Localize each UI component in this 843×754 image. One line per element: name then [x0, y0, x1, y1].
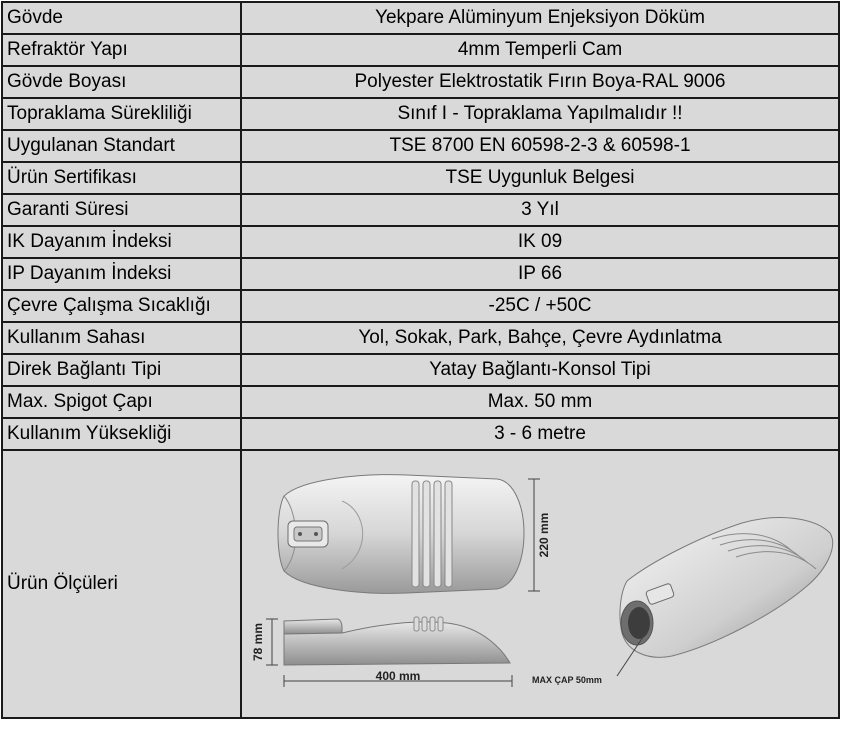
- spec-value: Yol, Sokak, Park, Bahçe, Çevre Aydınlatma: [241, 322, 839, 354]
- spec-row: [2, 290, 839, 322]
- spec-row: [2, 162, 839, 194]
- spec-row: [2, 66, 839, 98]
- spec-value: -25C / +50C: [241, 290, 839, 322]
- spec-value: 4mm Temperli Cam: [241, 34, 839, 66]
- dimensions-label: Ürün Ölçüleri: [2, 450, 241, 718]
- length-dimension-label: 400 mm: [375, 669, 421, 683]
- spec-value: Yatay Bağlantı-Konsol Tipi: [241, 354, 839, 386]
- spigot-dimension-label: MAX ÇAP 50mm: [532, 675, 602, 685]
- spec-row: [2, 98, 839, 130]
- spec-value: IK 09: [241, 226, 839, 258]
- top-view: [278, 475, 551, 594]
- spec-table: [1, 1, 840, 719]
- product-dimensions-drawing: [241, 450, 839, 718]
- isometric-view: [532, 518, 833, 685]
- spec-row: [2, 194, 839, 226]
- spec-value: IP 66: [241, 258, 839, 290]
- height-dimension-label: 78 mm: [251, 622, 265, 662]
- dimensions-row: [2, 450, 839, 718]
- spec-label: Ürün Sertifikası: [2, 162, 241, 194]
- spec-label: IK Dayanım İndeksi: [2, 226, 241, 258]
- spec-label: Uygulanan Standart: [2, 130, 241, 162]
- spec-row: [2, 258, 839, 290]
- spec-label: Garanti Süresi: [2, 194, 241, 226]
- spec-row: [2, 34, 839, 66]
- luminaire-drawing: [242, 451, 839, 717]
- side-view: [251, 617, 512, 687]
- spec-row: [2, 354, 839, 386]
- spec-label: IP Dayanım İndeksi: [2, 258, 241, 290]
- spec-row: [2, 386, 839, 418]
- spec-value: Max. 50 mm: [241, 386, 839, 418]
- spec-label: Topraklama Sürekliliği: [2, 98, 241, 130]
- spec-row: [2, 418, 839, 450]
- spec-label: Max. Spigot Çapı: [2, 386, 241, 418]
- spec-label: Gövde: [2, 2, 241, 34]
- spec-row: [2, 2, 839, 34]
- spec-label: Kullanım Sahası: [2, 322, 241, 354]
- spec-value: TSE 8700 EN 60598-2-3 & 60598-1: [241, 130, 839, 162]
- spec-value: Sınıf I - Topraklama Yapılmalıdır !!: [241, 98, 839, 130]
- spec-row: [2, 226, 839, 258]
- spec-value: 3 Yıl: [241, 194, 839, 226]
- spec-label: Direk Bağlantı Tipi: [2, 354, 241, 386]
- spec-value: Yekpare Alüminyum Enjeksiyon Döküm: [241, 2, 839, 34]
- spec-row: [2, 322, 839, 354]
- spec-value: 3 - 6 metre: [241, 418, 839, 450]
- spec-label: Refraktör Yapı: [2, 34, 241, 66]
- spec-label: Kullanım Yüksekliği: [2, 418, 241, 450]
- spec-label: Çevre Çalışma Sıcaklığı: [2, 290, 241, 322]
- spec-value: TSE Uygunluk Belgesi: [241, 162, 839, 194]
- spec-row: [2, 130, 839, 162]
- spec-value: Polyester Elektrostatik Fırın Boya-RAL 9006: [241, 66, 839, 98]
- spec-table-body: [2, 2, 839, 450]
- width-dimension-label: 220 mm: [537, 512, 551, 558]
- spec-label: Gövde Boyası: [2, 66, 241, 98]
